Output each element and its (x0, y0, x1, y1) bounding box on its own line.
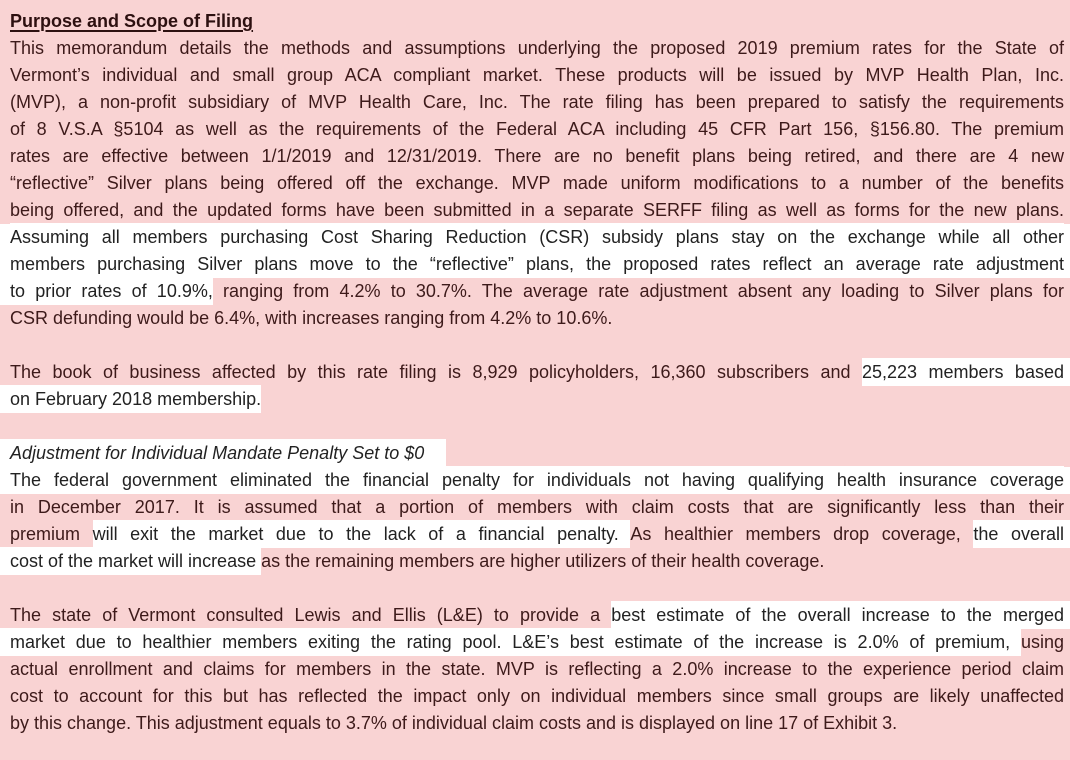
text-line (0, 467, 1070, 494)
text-line (10, 35, 1064, 62)
paragraph-spacer (10, 332, 1064, 359)
highlighted-text-segment: will exit the market due to the lack of a financial penalty. (93, 520, 631, 548)
text-line (10, 359, 1064, 386)
highlighted-text-segment: The federal government eliminated the financial penalty for individuals not having qualifying health insurance coverage (10, 466, 1064, 494)
highlighted-text-segment: best estimate of the overall increase to the merged (611, 601, 1064, 629)
text-segment: CSR defunding would be 6.4%, with increases ranging from 4.2% to 10.6%. (10, 308, 613, 328)
highlighted-text-segment: members purchasing Silver plans move to the “reflective” plans, the proposed rates reflect an average rate adjustment (10, 250, 1064, 278)
text-segment: in December 2017. It is assumed that a portion of members with claim costs that are significantly less than their (10, 497, 1064, 517)
text-segment: being offered, and the updated forms have been submitted in a separate SERFF filing as well as forms for the new plans. (10, 200, 1064, 220)
text-segment: Purpose and Scope of Filing (10, 11, 254, 31)
text-segment: as the remaining members are higher utilizers of their health coverage. (261, 551, 825, 571)
text-segment: (MVP), a non-profit subsidiary of MVP Health Care, Inc. The rate filing has been prepared to satisfy the requirements (10, 92, 1064, 112)
highlighted-text-segment: on February 2018 membership. (10, 385, 261, 413)
text-line (10, 62, 1064, 89)
text-line (10, 683, 1064, 710)
text-line (0, 251, 1070, 278)
text-segment: premium (10, 524, 93, 544)
highlighted-text-segment: market due to healthier members exiting the rating pool. L&E’s best estimate of the increase is 2.0% of premium, (10, 628, 1021, 656)
text-line (10, 521, 1064, 548)
text-line (0, 224, 1070, 251)
highlighted-text-segment: Assuming all members purchasing Cost Sharing Reduction (CSR) subsidy plans stay on the exchange while all other (10, 223, 1064, 251)
text-segment: “reflective” Silver plans being offered off the exchange. MVP made uniform modifications to a number of the benefits (10, 173, 1064, 193)
section-heading (10, 8, 1064, 35)
text-line (10, 143, 1064, 170)
text-segment: Vermont’s individual and small group ACA compliant market. These products will be issued by MVP Health Plan, Inc. (10, 65, 1064, 85)
text-segment: of 8 V.S.A §5104 as well as the requirements of the Federal ACA including 45 CFR Part 156, §156.80. The premium (10, 119, 1064, 139)
text-line (10, 89, 1064, 116)
text-segment: by this change. This adjustment equals to 3.7% of individual claim costs and is displayed on line 17 of Exhibit 3. (10, 713, 898, 733)
highlighted-text-segment: the overall (973, 520, 1064, 548)
subsection-heading (10, 440, 1064, 467)
text-segment: The book of business affected by this rate filing is 8,929 policyholders, 16,360 subscribers and (10, 362, 862, 382)
text-line (10, 710, 1064, 737)
text-line (10, 305, 1064, 332)
highlighted-text-segment: Adjustment for Individual Mandate Penalty Set to $0 (10, 439, 446, 467)
text-line (10, 656, 1064, 683)
highlighted-text-segment: cost of the market will increase (10, 547, 261, 575)
text-segment: This memorandum details the methods and assumptions underlying the proposed 2019 premium rates for the State of (10, 38, 1064, 58)
paragraph-spacer (10, 413, 1064, 440)
text-line (10, 494, 1064, 521)
text-line (10, 602, 1064, 629)
text-line (10, 116, 1064, 143)
text-segment: rates are effective between 1/1/2019 and 12/31/2019. There are no benefit plans being retired, and there are 4 new (10, 146, 1064, 166)
paragraph-spacer (10, 575, 1064, 602)
text-line (10, 278, 1064, 305)
text-segment: As healthier members drop coverage, (630, 524, 974, 544)
text-segment: actual enrollment and claims for members in the state. MVP is reflecting a 2.0% increase to the experience period claim (10, 659, 1064, 679)
text-segment: cost to account for this but has reflected the impact only on individual members since small groups are likely unaffected (10, 686, 1064, 706)
highlighted-text-segment: 25,223 members based (862, 358, 1064, 386)
text-segment: ranging from 4.2% to 30.7%. The average rate adjustment absent any loading to Silver plans for (212, 281, 1065, 301)
text-segment: The state of Vermont consulted Lewis and Ellis (L&E) to provide a (10, 605, 612, 625)
text-line (10, 548, 1064, 575)
text-line (10, 629, 1064, 656)
highlighted-text-segment: to prior rates of 10.9%, (10, 277, 213, 305)
text-line (10, 170, 1064, 197)
text-segment: using (1020, 632, 1064, 652)
text-line (10, 386, 1064, 413)
text-line (10, 197, 1064, 224)
